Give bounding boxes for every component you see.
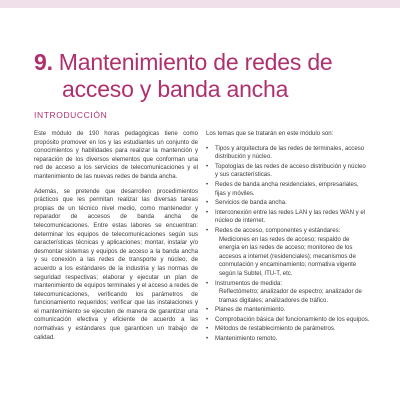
list-item: [206, 145, 370, 162]
topic-text: Redes de acceso, componentes y estándares:: [215, 226, 341, 234]
sub-list: [215, 288, 370, 305]
list-item: [206, 199, 370, 208]
chapter-number: 9.: [34, 49, 53, 76]
list-item: [206, 181, 370, 198]
topic-text: Métodos de restablecimiento de parámetros.: [215, 325, 336, 333]
section-heading-introduccion: INTRODUCCIÓN: [34, 110, 108, 120]
sub-list: [215, 236, 370, 279]
sub-list-item: Mediciones en las redes de acceso; respaldo de energía en las redes de acceso; monitoreo de los accesos a internet (residenciales); mecanismos de conmutación y encaminamiento; normativa vigente según la Subtel, ITU-T, etc.: [219, 235, 357, 277]
topics-list: [206, 145, 370, 344]
list-item: [206, 209, 370, 226]
topic-text: Comprobación básica del funcionamiento de los equipos.: [215, 315, 370, 323]
left-column: [34, 130, 198, 348]
topic-text: Planes de mantenimiento.: [215, 306, 286, 314]
list-item: [206, 306, 370, 315]
topics-intro: Los temas que se tratarán en este módulo son:: [206, 130, 334, 137]
topic-text: Interconexión entre las redes LAN y las redes WAN y el núcleo de internet.: [215, 208, 366, 225]
topic-text: Instrumentos de medida:: [215, 279, 283, 287]
list-item: [206, 335, 370, 344]
list-item: [206, 325, 370, 334]
chapter-title: [34, 49, 374, 103]
chapter-title-line1: Mantenimiento de redes de: [58, 49, 333, 76]
topic-text: Mantenimiento remoto.: [215, 335, 278, 343]
list-item: [206, 280, 370, 306]
list-item: [206, 316, 370, 325]
intro-paragraph-1: Este módulo de 190 horas pedagógicas tiene como propósito promover en los y las estudiantes un conjunto de conocimientos y habilidades para realizar la mantención y reparación de los diversos elementos que conforman una red de acceso a los servicios de telecomunicaciones y el mantenimiento de las nuevas redes de banda ancha.: [34, 130, 198, 180]
list-item: [206, 163, 370, 180]
topic-text: Servicios de banda ancha.: [215, 199, 287, 207]
topic-text: Redes de banda ancha residenciales, empresariales, fijas y móviles.: [215, 180, 359, 197]
chapter-title-line2: acceso y banda ancha: [62, 76, 289, 103]
right-column: [206, 130, 370, 345]
topic-text: Tipos y arquitectura de las redes de terminales, acceso distribución y núcleo.: [215, 144, 365, 161]
list-item: [206, 227, 370, 279]
intro-paragraph-2: Además, se pretende que desarrollen procedimientos prácticos que les permitan realizar las diversas tareas propias de un técnico nivel medio, como mantenedor y reparador de accesos de banda ancha de telecomunicaciones. Entre estas labores se encuentran: determinar los equipos de telecomunicaciones según sus características técnicas y aplicaciones; montar, instalar y/o desmontar sistemas y equipos de acceso a la banda ancha y su conexión a las redes de transporte y núcleo, de acuerdo a los estándares de la industria y las normas de seguridad respectivas; elaborar y ejecutar un plan de mantenimiento de equipos terminales y el acceso a redes de telecomunicaciones, verificando los parámetros de funcionamiento requeridos; verificar que las instalaciones y el mantenimiento se ejecuten de manera de garantizar una comunicación efectiva y eficiente de acuerdo a las normativas y estándares que garanticen un trabajo de calidad.: [34, 187, 198, 341]
top-decorative-rule: [0, 0, 400, 8]
topic-text: Topologías de las redes de acceso distribución y núcleo y sus características.: [215, 162, 366, 179]
sub-list-item: Reflectómetro; analizador de espectro; analizador de tramas digitales; analizadores de tráfico.: [219, 288, 362, 304]
